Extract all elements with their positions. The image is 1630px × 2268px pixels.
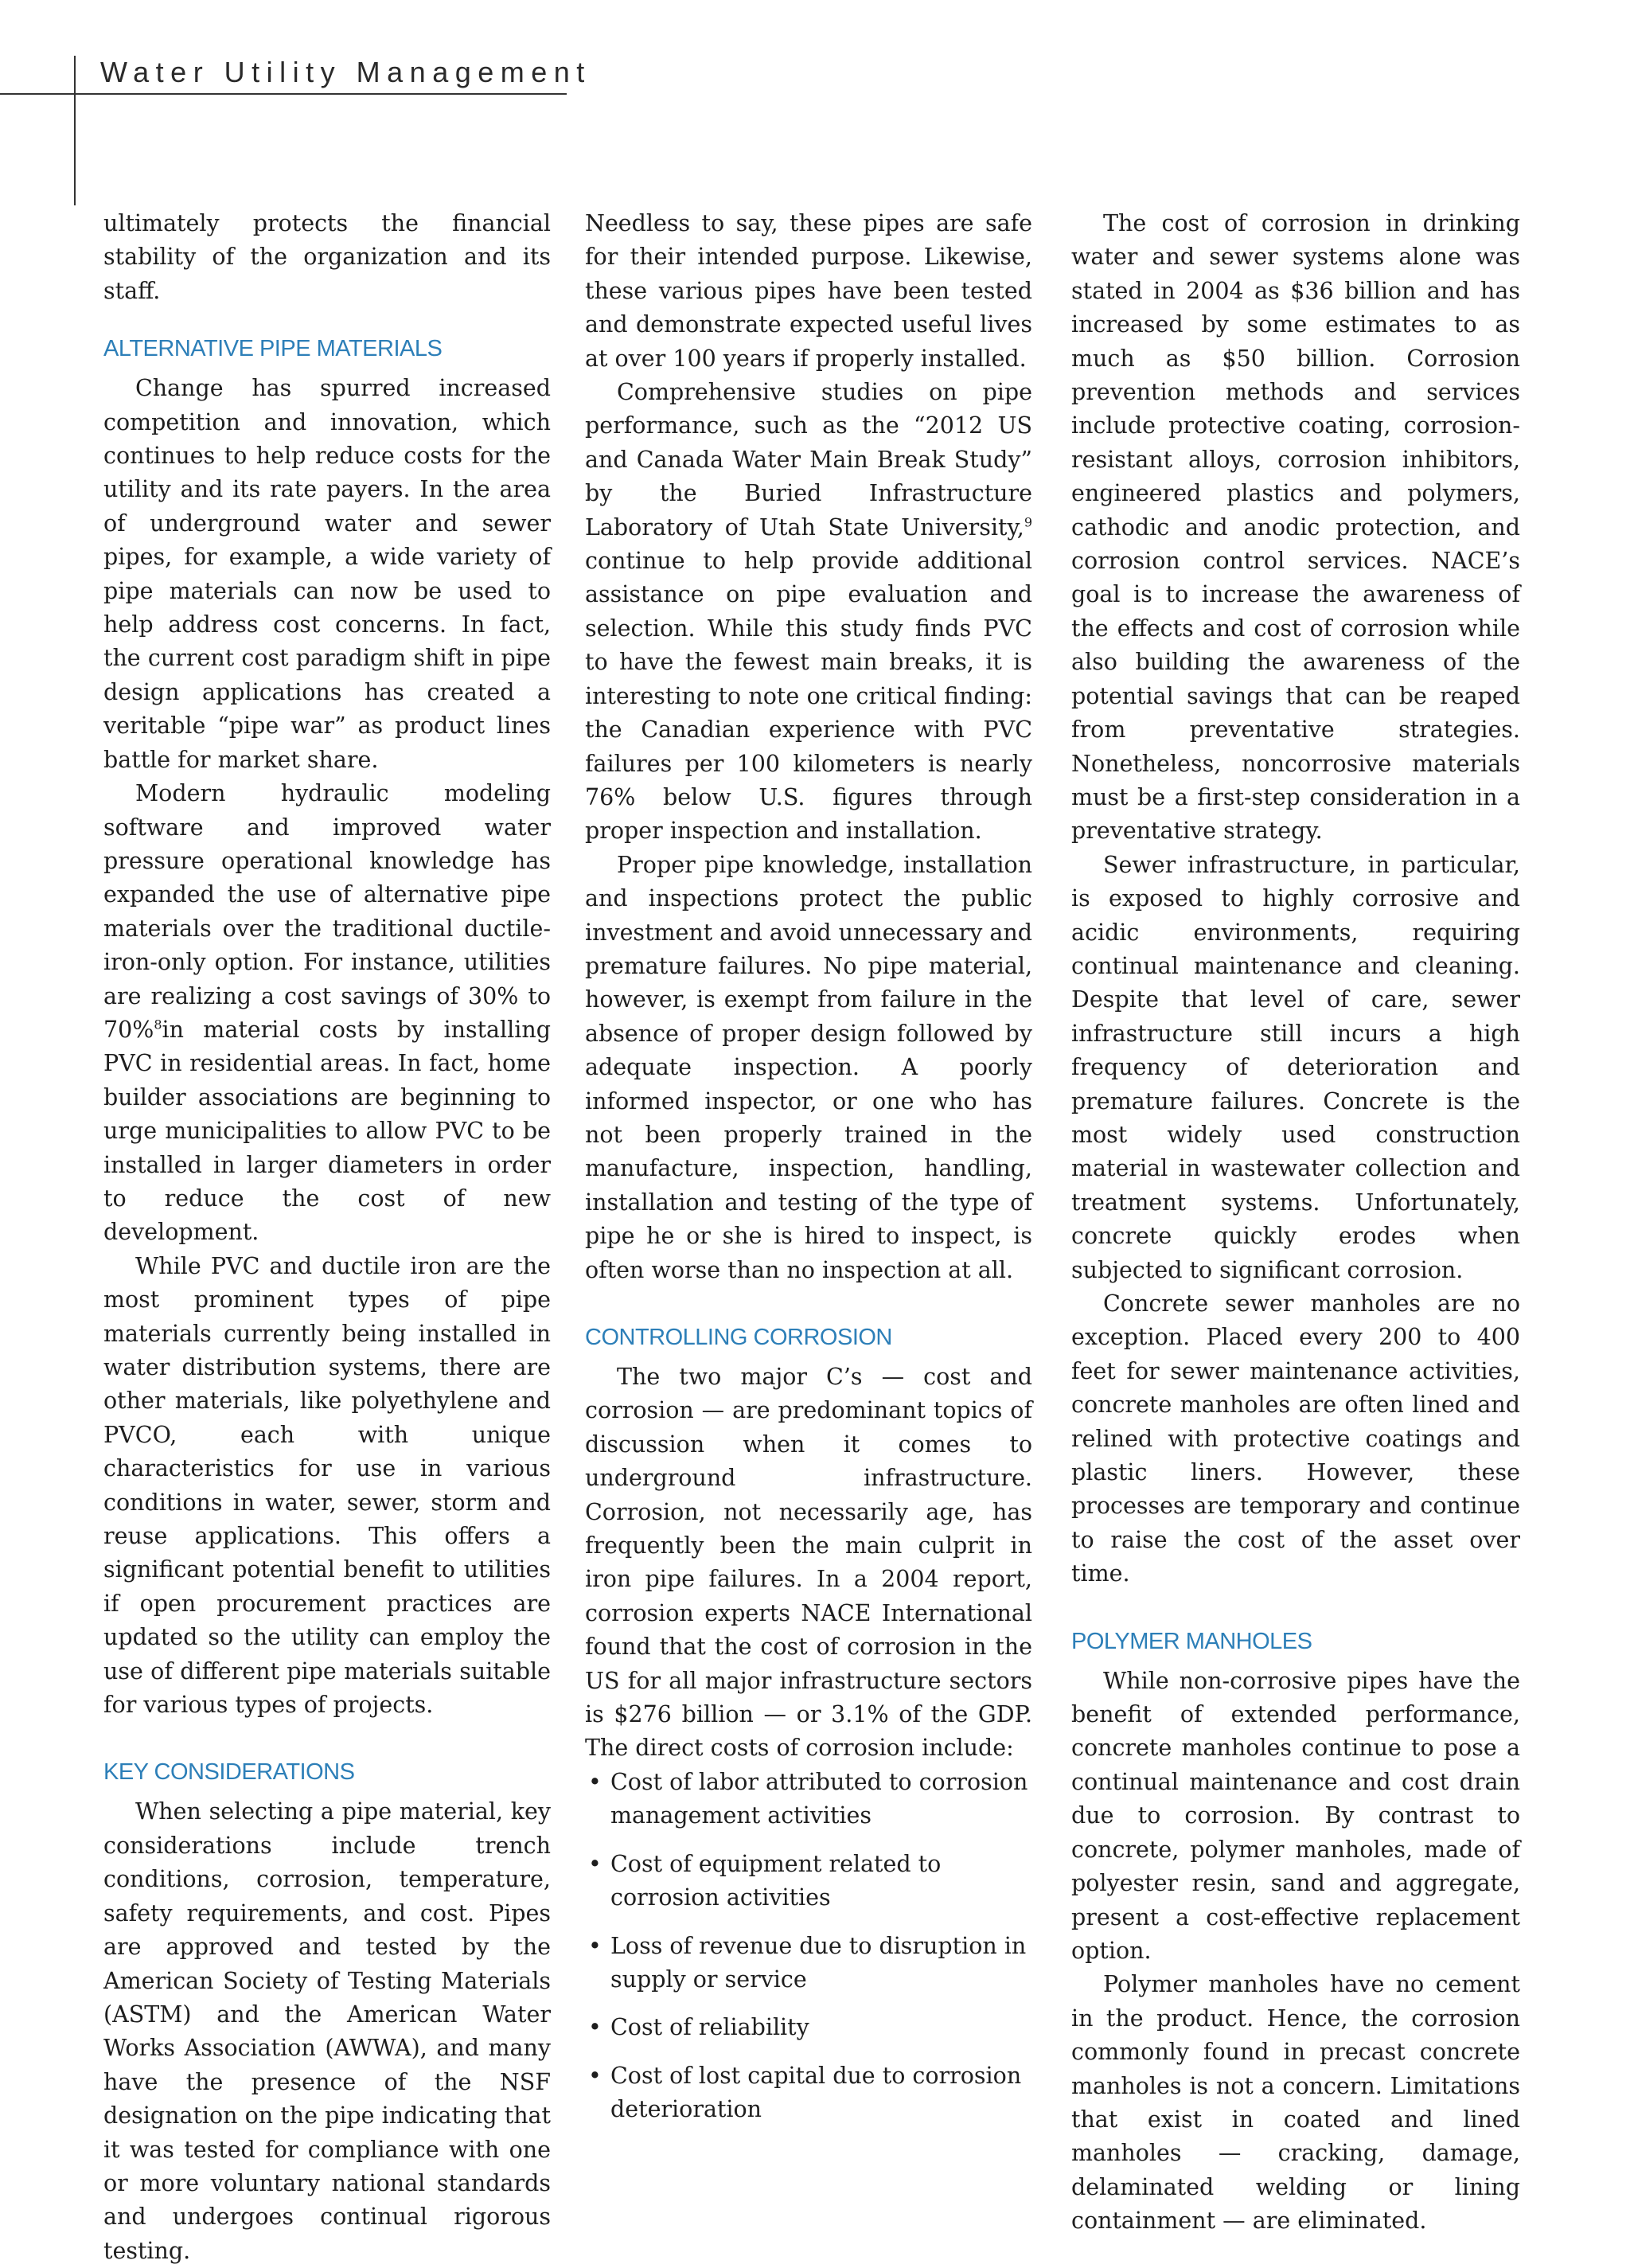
paragraph-sewer-infrastructure: Sewer infrastructure, in particular, is exposed to highly corrosive and acidic environments, requiring continual maintenance and cleaning. Despite that level of care, sewer infrastructure still incurs a high frequency of deterioration and premature failures. Concrete is the most widely used construction material in wastewater collection and treatment systems. Unfortunately, concrete quickly erodes when subjected to significant corrosion.: [1071, 851, 1520, 1283]
paragraph-modern-part-b: in material costs by installing PVC in residential areas. In fact, home builder associations are beginning to urge municipalities to allow PVC to be installed in larger diameters in order to reduce the cost of new development.: [103, 1016, 551, 1246]
paragraph-concrete-manholes: Concrete sewer manholes are no exception. Placed every 200 to 400 feet for sewer maintenance activities, concrete manholes are often lined and relined with protective coatings and plastic liners. However, these processes are temporary and continue to raise the cost of the asset over time.: [1071, 1290, 1520, 1587]
heading-controlling-corrosion: CONTROLLING CORROSION: [585, 1325, 892, 1350]
column-2: [585, 207, 1032, 2141]
heading-key-considerations: KEY CONSIDERATIONS: [103, 1759, 355, 1786]
list-item: • Loss of revenue due to disruption in supply or service: [585, 1930, 1032, 1997]
paragraph-non-corrosive: While non-corrosive pipes have the benefit of extended performance, concrete manholes continue to pose a continual maintenance and cost drain due to corrosion. By contrast to concrete, polymer manholes, made of polyester resin, sand and aggregate, present a cost-effective replacement option.: [1071, 1667, 1520, 1964]
paragraph-change: Change has spurred increased competition and innovation, which continues to help reduce costs for the utility and its rate payers. In the area of underground water and sewer pipes, for example, a wide variety of pipe materials can now be used to help address cost concerns. In fact, the current cost paradigm shift in pipe design applications has created a veritable “pipe war” as product lines battle for market share.: [103, 375, 551, 773]
paragraph-comprehensive-part-a: Comprehensive studies on pipe performance, such as the “2012 US and Canada Water Main Break Study” by the Buried Infrastructure Laboratory of Utah State University,: [585, 379, 1032, 541]
paragraph-modern-part-a: Modern hydraulic modeling software and improved water pressure operational knowledge has expanded the use of alternative pipe materials over the traditional ductile-iron-only option. For instance, utilities are realizing a cost savings of 30% to 70%: [103, 780, 551, 1043]
heading-alternative-pipe-materials: ALTERNATIVE PIPE MATERIALS: [103, 336, 443, 362]
paragraph-comprehensive-studies: [585, 376, 1032, 849]
paragraph-continued: ultimately protects the financial stability of the organization and its staff.: [103, 210, 551, 304]
paragraph-cost-of-corrosion: The cost of corrosion in drinking water and sewer systems alone was stated in 2004 as $36 billion and has increased by some estimates to as much as $50 billion. Corrosion prevention methods and services include protective coating, corrosion-resistant alloys, corrosion inhibitors, engineered plastics and polymers, cathodic and anodic protection, and corrosion control services. NACE’s goal is to increase the awareness of the effects and cost of corrosion while also building the awareness of the potential savings that can be reaped from preventative strategies. Nonetheless, noncorrosive materials must be a first-step consideration in a preventative strategy.: [1071, 210, 1520, 845]
paragraph-proper-knowledge: Proper pipe knowledge, installation and inspections protect the public investment and avoid unnecessary and premature failures. No pipe material, however, is exempt from failure in the absence of proper design followed by adequate inspection. A poorly informed inspector, or one who has not been properly trained in the manufacture, inspection, handling, installation and testing of the type of pipe he or she is hired to inspect, is often worse than no inspection at all.: [585, 851, 1032, 1283]
list-item: • Cost of reliability: [585, 2011, 1032, 2044]
footnote-ref-9: 9: [1024, 514, 1032, 530]
heading-polymer-manholes: POLYMER MANHOLES: [1071, 1628, 1312, 1654]
section-title: Water Utility Management: [100, 56, 591, 88]
paragraph-two-major-cs: The two major C’s — cost and corrosion — are predominant topics of discussion when it comes to underground infrastructure. Corrosion, not necessarily age, has frequently been the main culprit in iron pipe failures. In a 2004 report, corrosion experts NACE International found that the cost of corrosion in the US for all major infrastructure sectors is $276 billion — or 3.1% of the GDP. The direct costs of corrosion include:: [585, 1364, 1032, 1762]
footnote-ref-8: 8: [154, 1017, 162, 1033]
paragraph-needless: Needless to say, these pipes are safe for their intended purpose. Likewise, these various pipes have been tested and demonstrate expected useful lives at over 100 years if properly installed.: [585, 210, 1032, 372]
column-3: [1071, 207, 1520, 2239]
list-item: • Cost of labor attributed to corrosion management activities: [585, 1766, 1032, 1833]
header-corner-rule: [74, 56, 76, 205]
paragraph-comprehensive-part-b: continue to help provide additional assistance on pipe evaluation and selection. While this study finds PVC to have the fewest main breaks, it is interesting to note one critical finding: the Canadian experience with PVC failures per 100 kilometers is nearly 76% below U.S. figures through proper inspection and installation.: [585, 548, 1032, 845]
list-item: • Cost of equipment related to corrosion activities: [585, 1848, 1032, 1915]
list-item: • Cost of lost capital due to corrosion deterioration: [585, 2059, 1032, 2127]
direct-costs-list: [585, 1766, 1032, 2127]
paragraph-modern-hydraulic: [103, 777, 551, 1250]
column-1: [103, 207, 551, 2268]
paragraph-selecting-material: When selecting a pipe material, key considerations include trench conditions, corrosion, temperature, safety requirements, and cost. Pipes are approved and tested by the American Society of Testing Materials (ASTM) and the American Water Works Association (AWWA), and many have the presence of the NSF designation on the pipe indicating that it was tested for compliance with one or more voluntary national standards and undergoes continual rigorous testing.: [103, 1798, 551, 2264]
paragraph-pvc-ductile: While PVC and ductile iron are the most prominent types of pipe materials currently being installed in water distribution systems, there are other materials, like polyethylene and PVCO, each with unique characteristics for use in various conditions in water, sewer, storm and reuse applications. This offers a significant potential benefit to utilities if open procurement practices are updated so the utility can employ the use of different pipe materials suitable for various types of projects.: [103, 1252, 551, 1719]
paragraph-polymer-no-cement: Polymer manholes have no cement in the product. Hence, the corrosion commonly found in precast concrete manholes is not a concern. Limitations that exist in coated and lined manholes — cracking, damage, delaminated welding or lining containment — are eliminated.: [1071, 1971, 1520, 2235]
header-rule: [0, 93, 567, 95]
